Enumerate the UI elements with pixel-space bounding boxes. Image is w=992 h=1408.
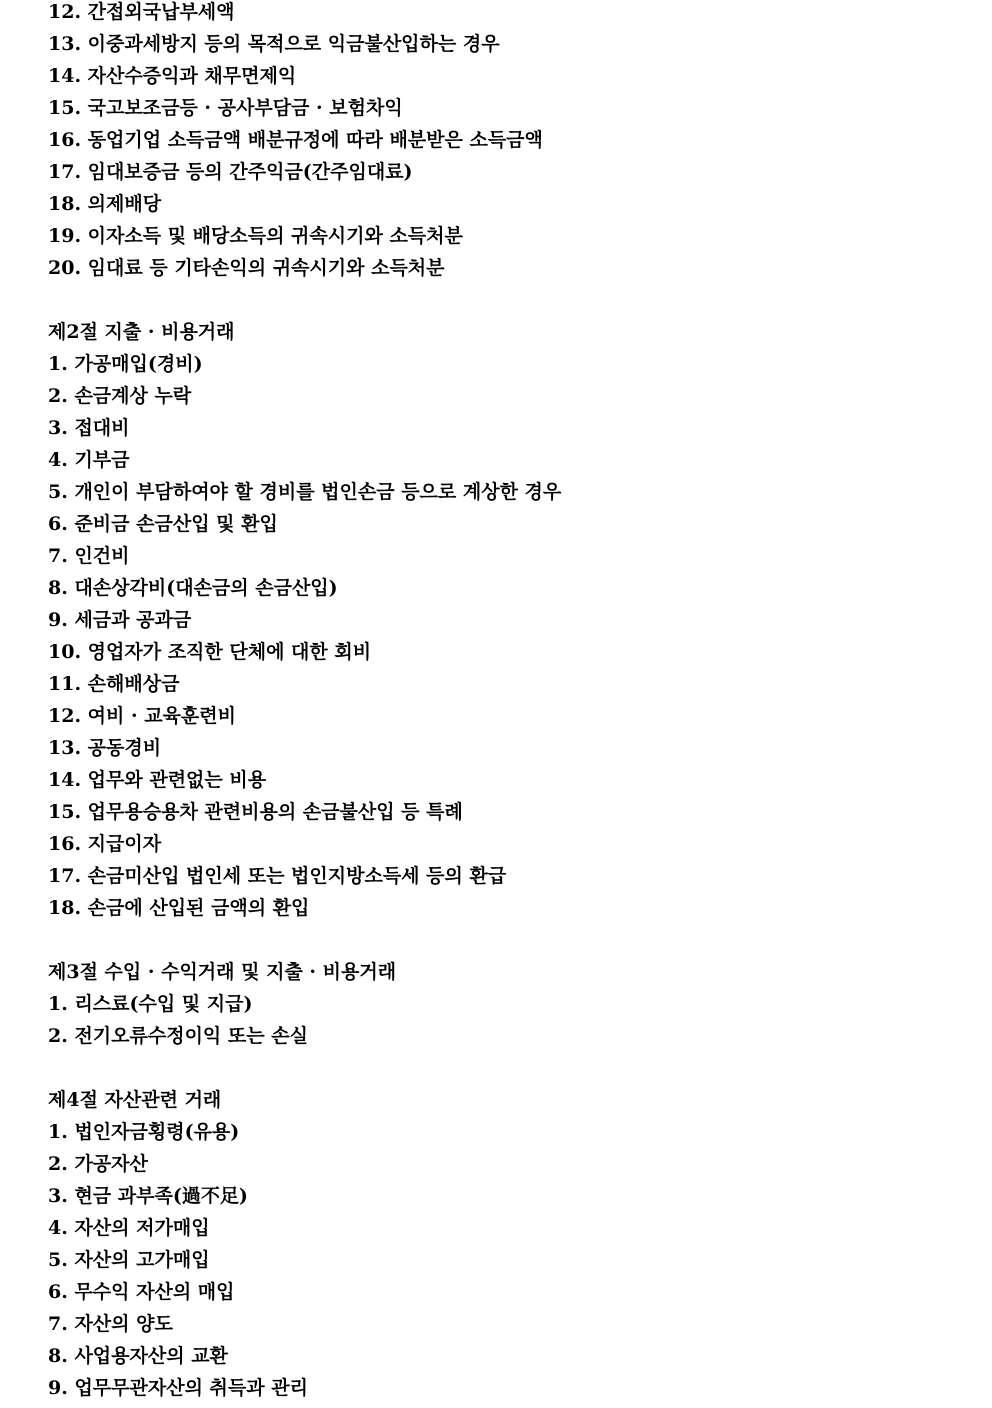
- list-item: 3. 현금 과부족(過不足): [48, 1185, 248, 1207]
- section-2: [48, 320, 968, 928]
- list-item: 15. 업무용승용차 관련비용의 손금불산입 등 특례: [48, 801, 463, 823]
- list-item: 17. 손금미산입 법인세 또는 법인지방소득세 등의 환급: [48, 865, 507, 887]
- list-item: 5. 개인이 부담하여야 할 경비를 법인손금 등으로 계상한 경우: [48, 481, 562, 503]
- document-page: [48, 0, 968, 1408]
- list-item: 13. 공동경비: [48, 737, 162, 759]
- list-item: 4. 기부금: [48, 449, 130, 471]
- list-item: 2. 손금계상 누락: [48, 385, 192, 407]
- section-heading: 제4절 자산관련 거래: [48, 1089, 222, 1111]
- list-item: 6. 준비금 손금산입 및 환입: [48, 513, 278, 535]
- section-spacer: [48, 928, 968, 960]
- list-item: 3. 접대비: [48, 417, 130, 439]
- section-heading: 제2절 지출 · 비용거래: [48, 321, 235, 343]
- list-item: 18. 의제배당: [48, 193, 162, 215]
- list-item: 19. 이자소득 및 배당소득의 귀속시기와 소득처분: [48, 225, 463, 247]
- list-item: 12. 여비 · 교육훈련비: [48, 705, 236, 727]
- list-item: 11. 손해배상금: [48, 673, 180, 695]
- list-item: 16. 동업기업 소득금액 배분규정에 따라 배분받은 소득금액: [48, 129, 543, 151]
- section-1: [48, 0, 968, 288]
- section-spacer: [48, 1056, 968, 1088]
- list-item: 12. 간접외국납부세액: [48, 1, 235, 23]
- list-item: 15. 국고보조금등 · 공사부담금 · 보험차익: [48, 97, 403, 119]
- section-4: [48, 1088, 968, 1408]
- list-item: 9. 세금과 공과금: [48, 609, 192, 631]
- list-item: 8. 사업용자산의 교환: [48, 1345, 228, 1367]
- list-item: 1. 법인자금횡령(유용): [48, 1121, 240, 1143]
- list-item: 7. 인건비: [48, 545, 130, 567]
- list-item: 10. 영업자가 조직한 단체에 대한 회비: [48, 641, 372, 663]
- list-item: 9. 업무무관자산의 취득과 관리: [48, 1377, 308, 1399]
- list-item: 17. 임대보증금 등의 간주익금(간주임대료): [48, 161, 413, 183]
- list-item: 20. 임대료 등 기타손익의 귀속시기와 소득처분: [48, 257, 445, 279]
- list-item: 14. 업무와 관련없는 비용: [48, 769, 267, 791]
- list-item: 4. 자산의 저가매입: [48, 1217, 210, 1239]
- section-heading: 제3절 수입 · 수익거래 및 지출 · 비용거래: [48, 961, 397, 983]
- section-spacer: [48, 288, 968, 320]
- list-item: 5. 자산의 고가매입: [48, 1249, 210, 1271]
- list-item: 18. 손금에 산입된 금액의 환입: [48, 897, 310, 919]
- list-item: 1. 리스료(수입 및 지급): [48, 993, 253, 1015]
- list-item: 13. 이중과세방지 등의 목적으로 익금불산입하는 경우: [48, 33, 500, 55]
- list-item: 1. 가공매입(경비): [48, 353, 203, 375]
- list-item: 2. 전기오류수정이익 또는 손실: [48, 1025, 308, 1047]
- list-item: 2. 가공자산: [48, 1153, 148, 1175]
- list-item: 16. 지급이자: [48, 833, 162, 855]
- list-item: 14. 자산수증익과 채무면제익: [48, 65, 297, 87]
- list-item: 7. 자산의 양도: [48, 1313, 173, 1335]
- list-item: 6. 무수익 자산의 매입: [48, 1281, 235, 1303]
- list-item: 8. 대손상각비(대손금의 손금산입): [48, 577, 338, 599]
- section-3: [48, 960, 968, 1056]
